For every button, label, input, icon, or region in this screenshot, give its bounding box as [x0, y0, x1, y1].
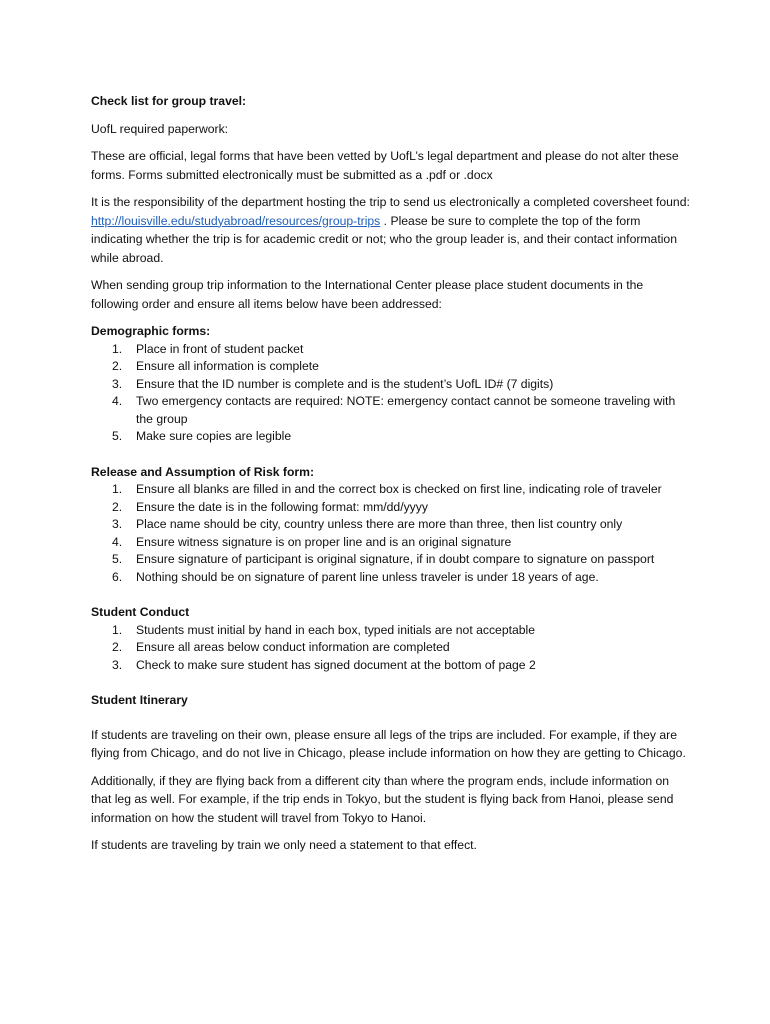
list-item — [91, 569, 691, 587]
list-number: 1. — [112, 341, 123, 356]
list-item — [91, 428, 691, 446]
list-text: Ensure the date is in the following format: mm/dd/yyyy — [136, 499, 428, 514]
list-number: 1. — [112, 622, 123, 637]
demographic-list — [91, 341, 691, 446]
list-number: 4. — [112, 534, 123, 549]
list-number: 1. — [112, 482, 123, 496]
list-number: 2. — [112, 499, 123, 514]
list-text: Ensure signature of participant is original signature, if in doubt compare to signature on passport — [136, 552, 655, 566]
list-item — [91, 657, 691, 675]
list-number: 4. — [112, 394, 123, 408]
coversheet-text-before: It is the responsibility of the department hosting the trip to send us electronically a completed coversheet found: — [91, 195, 690, 209]
list-item — [91, 534, 691, 552]
list-number: 2. — [112, 640, 123, 654]
itinerary-section — [91, 691, 691, 855]
intro-forms-paragraph: These are official, legal forms that have been vetted by UofL’s legal department and please do not alter these forms. Forms submitted electronically must be submitted as a .pdf or .docx — [91, 149, 679, 182]
itinerary-heading: Student Itinerary — [91, 693, 188, 707]
list-text: Place in front of student packet — [136, 341, 304, 356]
list-item — [91, 393, 691, 428]
list-text: Ensure all areas below conduct information are completed — [136, 640, 450, 654]
list-number: 6. — [112, 569, 123, 584]
list-item — [91, 481, 691, 499]
list-item — [91, 341, 691, 359]
demographic-section — [91, 322, 691, 446]
sending-info-paragraph: When sending group trip information to the International Center please place student documents in the following order and ensure all items below have been addressed: — [91, 278, 644, 311]
list-text: Nothing should be on signature of parent line unless traveler is under 18 years of age. — [136, 569, 599, 584]
list-number: 3. — [112, 517, 123, 531]
list-text: Ensure all blanks are filled in and the correct box is checked on first line, indicating role of traveler — [136, 482, 662, 496]
list-text: Two emergency contacts are required: NOTE: emergency contact cannot be someone traveling with the group — [136, 394, 676, 426]
list-text: Place name should be city, country unless there are more than three, then list country only — [136, 517, 623, 531]
document-page — [91, 92, 691, 864]
list-text: Make sure copies are legible — [136, 429, 292, 443]
list-text: Ensure all information is complete — [136, 359, 319, 373]
required-paperwork-label: UofL required paperwork: — [91, 121, 229, 136]
release-heading: Release and Assumption of Risk form: — [91, 464, 315, 479]
itinerary-paragraph: If students are traveling by train we only need a statement to that effect. — [91, 838, 477, 852]
conduct-section — [91, 603, 691, 674]
coversheet-text-after: . Please be sure to complete the top of the form indicating whether the trip is for academic credit or not; who the group leader is, and their contact information while abroad. — [91, 213, 677, 265]
demographic-heading: Demographic forms: — [91, 324, 211, 338]
list-text: Ensure that the ID number is complete and is the student’s UofL ID# (7 digits) — [136, 376, 554, 391]
list-number: 5. — [112, 429, 123, 443]
list-item — [91, 499, 691, 517]
list-item — [91, 622, 691, 640]
list-number: 5. — [112, 552, 123, 566]
itinerary-paragraph: Additionally, if they are flying back from a different city than where the program ends, include information on that leg as well. For example, if the trip ends in Tokyo, but the student is flying back from Hanoi, please send information on how the student will travel from Tokyo to Hanoi. — [91, 773, 674, 825]
list-item — [91, 639, 691, 657]
coversheet-paragraph — [91, 193, 691, 267]
group-trips-link[interactable]: http://louisville.edu/studyabroad/resources/group-trips — [91, 213, 381, 228]
page-title: Check list for group travel: — [91, 94, 247, 108]
list-item — [91, 516, 691, 534]
list-text: Students must initial by hand in each box, typed initials are not acceptable — [136, 622, 536, 637]
conduct-heading: Student Conduct — [91, 605, 190, 619]
list-number: 3. — [112, 376, 123, 391]
list-item — [91, 358, 691, 376]
list-text: Check to make sure student has signed document at the bottom of page 2 — [136, 657, 536, 672]
list-item — [91, 551, 691, 569]
list-item — [91, 376, 691, 394]
list-number: 3. — [112, 657, 123, 672]
itinerary-paragraph: If students are traveling on their own, please ensure all legs of the trips are included. For example, if they are flying from Chicago, and do not live in Chicago, please include information on how they are getting to Chicago. — [91, 727, 686, 760]
list-number: 2. — [112, 359, 123, 373]
release-list — [91, 481, 691, 586]
conduct-list — [91, 622, 691, 675]
list-text: Ensure witness signature is on proper line and is an original signature — [136, 534, 512, 549]
release-section — [91, 463, 691, 587]
